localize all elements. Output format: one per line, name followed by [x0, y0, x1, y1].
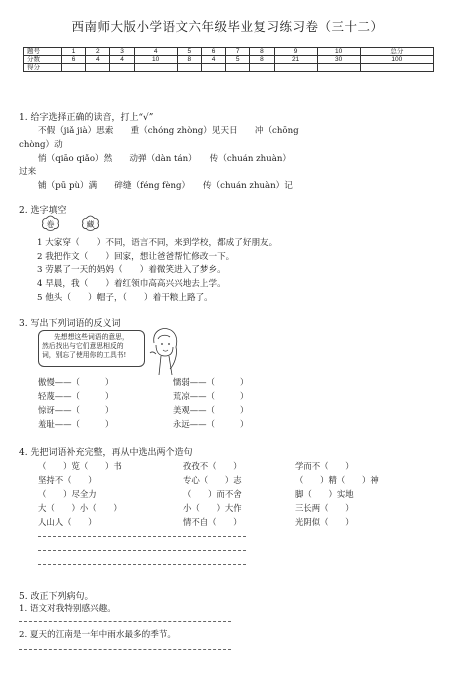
score-cell: 30 [317, 56, 360, 64]
score-row-label: 得分 [24, 64, 62, 72]
score-cell: 总分 [360, 48, 433, 56]
idiom-item: 坚持不（ ） [38, 475, 97, 485]
answer-line[interactable] [19, 621, 231, 622]
answer-line[interactable] [38, 550, 246, 551]
score-cell[interactable] [250, 64, 274, 72]
hint-bubble [38, 330, 145, 367]
answer-line[interactable] [38, 564, 246, 565]
q1-line: 铺（pū pù）满 碎缝（féng fèng） 传（chuán zhuàn）记 [38, 181, 293, 191]
score-cell[interactable] [360, 64, 433, 72]
score-cell[interactable] [201, 64, 225, 72]
score-row [24, 56, 434, 64]
antonym-item: 永远——（ ） [173, 419, 249, 429]
girl-illustration-icon [148, 325, 182, 377]
antonym-item: 荒凉——（ ） [173, 391, 249, 401]
antonym-item: 美观——（ ） [173, 405, 249, 415]
score-cell[interactable] [110, 64, 134, 72]
q1-line: 过来 [19, 167, 37, 177]
score-cell: 8 [250, 48, 274, 56]
antonym-item: 傲慢——（ ） [38, 377, 114, 387]
q5-item: 2. 夏天的江南是一年中雨水最多的季节。 [19, 630, 177, 640]
score-cell: 21 [274, 56, 317, 64]
answer-line[interactable] [19, 649, 231, 650]
idiom-item: 光阴似（ ） [295, 517, 354, 527]
q5-item: 1. 语文对我特别感兴趣。 [19, 604, 116, 614]
score-cell[interactable] [317, 64, 360, 72]
score-row-label: 分数 [24, 56, 62, 64]
char-option: 藏 [86, 220, 95, 229]
q2-line: 4 早晨，我（ ）着红领巾高高兴兴地去上学。 [37, 279, 226, 289]
score-cell[interactable] [274, 64, 317, 72]
q1-line: chòng）动 [19, 140, 63, 150]
answer-line[interactable] [38, 536, 246, 537]
hint-line: 然后找出与它们意思相反的 [42, 342, 124, 350]
antonym-item: 羞耻——（ ） [38, 419, 114, 429]
score-row-label: 题号 [24, 48, 62, 56]
score-cell[interactable] [134, 64, 177, 72]
idiom-item: 情不自（ ） [183, 517, 242, 527]
idiom-item: 专心（ ）志 [183, 475, 242, 485]
q2-heading: 2. 选字填空 [19, 206, 67, 216]
idiom-item: （ ）而不舍 [183, 489, 242, 499]
idiom-item: 学而不（ ） [295, 461, 354, 471]
q2-line: 2 我把作文（ ）回家，想让爸爸帮忙修改一下。 [37, 252, 235, 262]
hint-line: 词，别忘了使用你的工具书! [42, 351, 127, 359]
score-row [24, 64, 434, 72]
q5-heading: 5. 改正下列病句。 [19, 592, 94, 602]
q2-line: 1 大家穿（ ）不同，语言不同，来到学校，都成了好朋友。 [37, 238, 278, 248]
score-cell: 6 [62, 56, 86, 64]
score-cell: 9 [274, 48, 317, 56]
score-cell: 4 [201, 56, 225, 64]
score-cell: 7 [226, 48, 250, 56]
antonym-item: 轻蔑——（ ） [38, 391, 114, 401]
score-cell: 4 [134, 48, 177, 56]
score-cell[interactable] [62, 64, 86, 72]
score-cell: 6 [201, 48, 225, 56]
score-cell: 8 [250, 56, 274, 64]
q1-line: 悄（qiāo qiǎo）然 动弹（dàn tán） 传（chuán zhuàn） [38, 154, 291, 164]
idiom-item: 小（ ）大作 [183, 503, 242, 513]
score-cell[interactable] [86, 64, 110, 72]
score-cell: 3 [110, 48, 134, 56]
idiom-item: （ ）尽全力 [38, 489, 97, 499]
score-cell: 5 [177, 48, 201, 56]
idiom-item: 三长两（ ） [295, 503, 354, 513]
score-cell: 2 [86, 48, 110, 56]
score-table [23, 47, 434, 72]
flower-char-icon [41, 215, 60, 232]
score-cell: 100 [360, 56, 433, 64]
idiom-item: （ ）精（ ）神 [295, 475, 379, 485]
score-cell: 5 [226, 56, 250, 64]
q1-heading: 1. 给字选择正确的读音，打上“√” [19, 113, 154, 123]
score-cell: 4 [86, 56, 110, 64]
score-cell: 8 [177, 56, 201, 64]
q2-line: 5 他头（ ）帽子，（ ）着干粮上路了。 [37, 293, 213, 303]
antonym-item: 懦弱——（ ） [173, 377, 249, 387]
q2-line: 3 劳累了一天的妈妈（ ）着微笑进入了梦乡。 [37, 265, 226, 275]
idiom-item: 孜孜不（ ） [183, 461, 242, 471]
q4-heading: 4. 先把词语补充完整，再从中选出两个造句 [19, 448, 193, 458]
page-title: 西南师大版小学语文六年级毕业复习练习卷（三十二） [71, 19, 384, 34]
q1-line: 不假（jiǎ jià）思索 重（chóng zhòng）见天日 冲（chōng [38, 126, 299, 136]
score-cell: 1 [62, 48, 86, 56]
hint-line: 先想想这些词语的意思， [54, 333, 129, 341]
char-option: 卷 [46, 220, 55, 229]
score-cell: 10 [317, 48, 360, 56]
idiom-item: （ ）览（ ）书 [38, 461, 122, 471]
q3-heading: 3. 写出下列词语的反义词 [19, 319, 121, 329]
idiom-item: 人山人（ ） [38, 517, 97, 527]
score-cell[interactable] [177, 64, 201, 72]
antonym-item: 惊讶——（ ） [38, 405, 114, 415]
score-row [24, 48, 434, 56]
idiom-item: 脚（ ）实地 [295, 489, 354, 499]
idiom-item: 大（ ）小（ ） [38, 503, 122, 513]
score-cell[interactable] [226, 64, 250, 72]
score-cell: 4 [110, 56, 134, 64]
score-cell: 10 [134, 56, 177, 64]
flower-char-icon [81, 215, 100, 232]
